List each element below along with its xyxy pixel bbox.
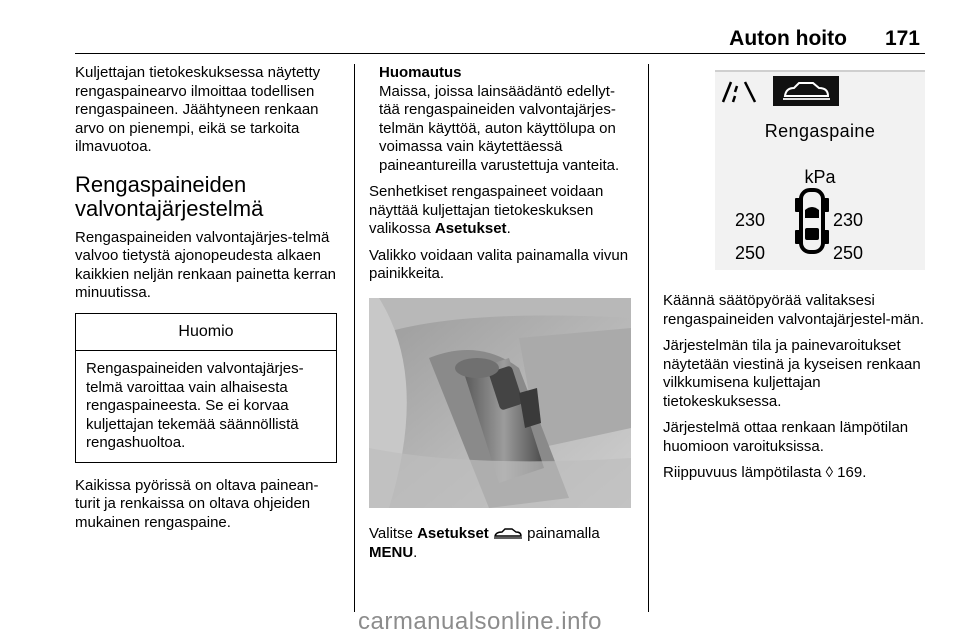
paragraph: Rengaspaineiden valvontajärjes-telmä valvoo tietystä ajonopeudesta alkaen kaikkien neljän renkaan painetta kerran minuutissa. — [75, 228, 336, 301]
column-divider — [354, 64, 355, 612]
menu-button-term: MENU — [369, 543, 414, 561]
front-right-pressure: 230 — [833, 210, 864, 230]
text: Valitse — [369, 525, 418, 542]
text: . — [413, 543, 418, 561]
menu-term: Asetukset — [417, 525, 489, 542]
paragraph: Valikko voidaan valita painamalla vivun painikkeita. — [369, 246, 629, 282]
column-3 — [663, 64, 928, 491]
paragraph: Järjestelmä ottaa renkaan lämpötilan huomioon varoituksissa. — [663, 419, 909, 455]
paragraph — [663, 464, 928, 483]
car-icon — [493, 528, 523, 540]
paragraph: Käännä säätöpyörää valitaksesi rengaspaineiden valvontajärjestel-män. — [663, 292, 924, 328]
column-divider — [648, 64, 649, 612]
section-heading: Rengaspaineiden valvontajärjestelmä — [75, 171, 264, 221]
cross-reference-page[interactable]: 169. — [833, 464, 867, 481]
notice-body: Rengaspaineiden valvontajärjes-telmä varoittaa vain alhaisesta rengaspaineesta. Se ei korvaa kuljettajan tekemää säännöllistä rengashuoltoa. — [86, 360, 304, 451]
running-header — [620, 27, 920, 51]
note-title: Huomautus — [379, 64, 462, 81]
notice-box — [75, 313, 337, 463]
text: Riippuvuus lämpötilasta — [663, 464, 826, 481]
watermark: carmanualsonline.info — [358, 608, 602, 635]
note-block — [369, 64, 633, 175]
paragraph — [369, 525, 633, 562]
header-rule — [75, 53, 925, 54]
text: Senhetkiset rengaspaineet voidaan näyttää kuljettajan tietokeskuksen valikossa — [369, 183, 604, 237]
paragraph — [369, 183, 633, 239]
tire-pressure-display — [715, 70, 925, 270]
section-title: Auton hoito — [729, 27, 847, 50]
front-left-pressure: 230 — [735, 210, 766, 230]
text: painamalla — [522, 525, 600, 542]
display-title: Rengaspaine — [764, 121, 876, 141]
rear-left-pressure: 250 — [735, 243, 766, 263]
text: . — [506, 220, 511, 237]
notice-title: Huomio — [76, 314, 336, 352]
paragraph: Järjestelmän tila ja painevaroitukset näytetään viestinä ja kyseisen renkaan vilkkumisena kuljettajan tietokeskuksessa. — [663, 337, 921, 410]
paragraph: Kaikissa pyörissä on oltava painean-turit ja renkaissa on oltava ohjeiden mukainen rengaspaine. — [75, 476, 319, 531]
column-2 — [369, 64, 633, 570]
note-body: Maissa, joissa lainsäädäntö edellyt-tää rengaspaineiden valvontajärjes-telmän käyttöä, auton käyttölupa on voimassa vain käytettäessä paineantureilla varustettuja vanteita. — [379, 82, 620, 174]
paragraph: Kuljettajan tietokeskuksessa näytetty rengaspainearvo ilmoittaa todellisen rengaspaineen. Jäähtyneen renkaan arvo on pienempi, eikä se tarkoita ilmavuotoa. — [75, 64, 321, 155]
steering-lever-photo — [369, 298, 631, 508]
column-1 — [75, 64, 343, 540]
rear-right-pressure: 250 — [833, 243, 864, 263]
page-number: 171 — [884, 27, 920, 50]
menu-term: Asetukset — [434, 220, 507, 237]
display-unit: kPa — [804, 167, 836, 187]
cross-reference-arrow-icon: ◊ — [825, 464, 834, 481]
